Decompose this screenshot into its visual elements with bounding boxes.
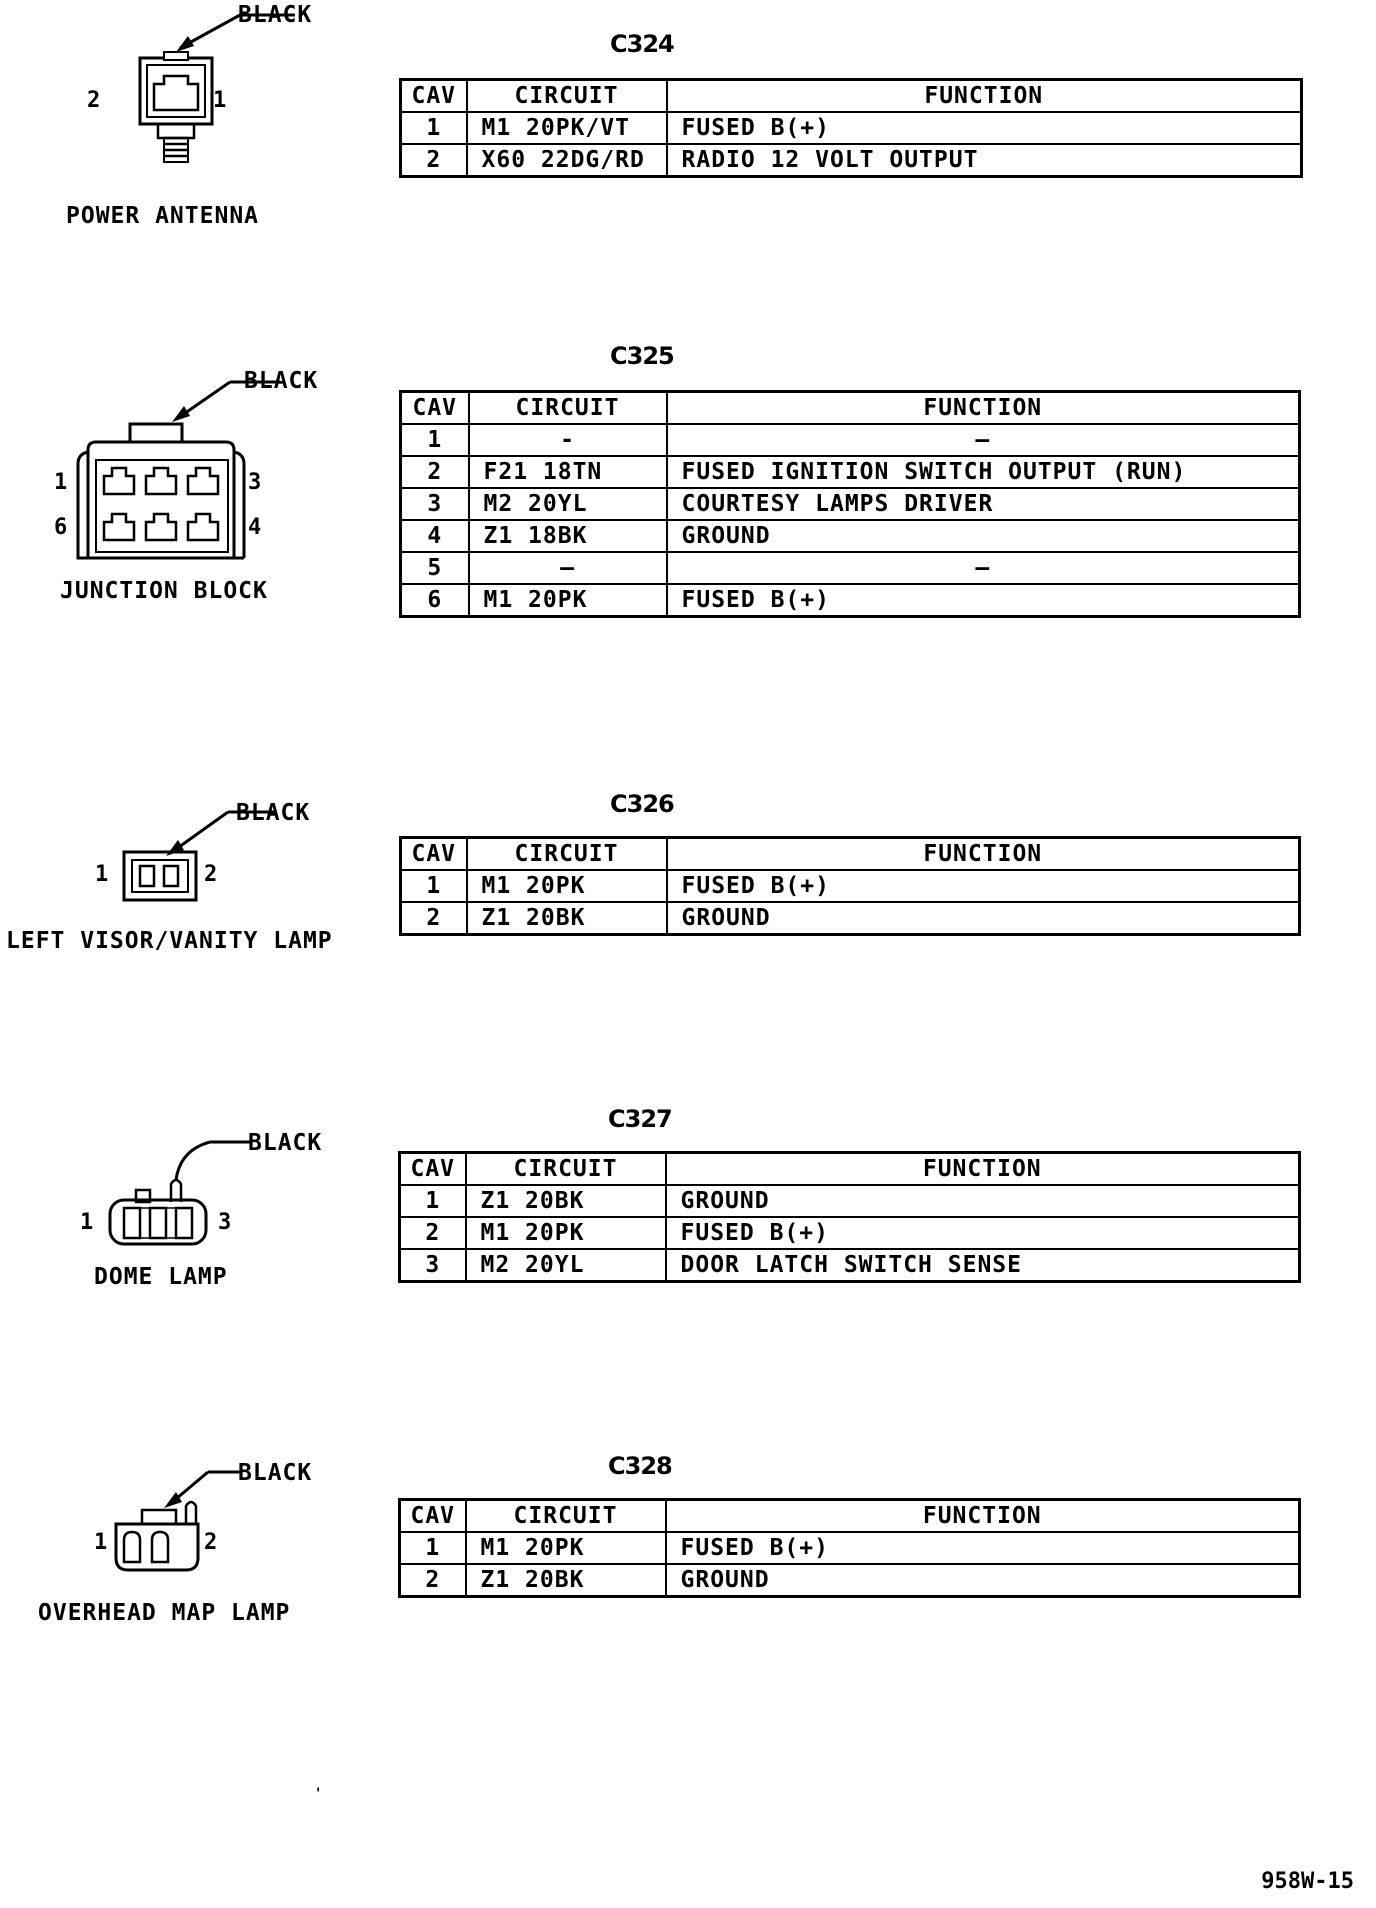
connector-id: C328 xyxy=(608,1452,672,1480)
function-cell: FUSED IGNITION SWITCH OUTPUT (RUN) xyxy=(667,456,1300,488)
cav-cell: 1 xyxy=(401,424,469,456)
table-header-row xyxy=(401,80,1302,113)
header-cav: CAV xyxy=(400,1153,466,1186)
pin-label-6: 6 xyxy=(54,515,68,540)
header-function: FUNCTION xyxy=(667,80,1302,113)
circuit-cell: X60 22DG/RD xyxy=(467,144,667,177)
component-name: LEFT VISOR/VANITY LAMP xyxy=(6,928,333,954)
function-cell: GROUND xyxy=(666,1185,1300,1217)
pin-label-left: 1 xyxy=(94,1530,108,1555)
circuit-cell: – xyxy=(469,552,667,584)
circuit-cell: Z1 20BK xyxy=(467,902,667,935)
circuit-cell: Z1 20BK xyxy=(466,1185,666,1217)
function-cell: GROUND xyxy=(666,1564,1300,1597)
cav-cell: 2 xyxy=(400,1217,466,1249)
pinout-table-c324 xyxy=(399,78,1303,178)
table-row xyxy=(401,902,1300,935)
cav-cell: 2 xyxy=(401,144,467,177)
function-cell: FUSED B(+) xyxy=(666,1532,1300,1564)
table-header-row xyxy=(401,838,1300,871)
pin-label-left: 1 xyxy=(80,1210,94,1235)
pin-label-right: 1 xyxy=(213,88,227,113)
connector-color-label: BLACK xyxy=(248,1130,323,1156)
pinout-table-c325 xyxy=(399,390,1301,618)
table-row xyxy=(401,520,1300,552)
function-cell: – xyxy=(667,424,1300,456)
cav-cell: 1 xyxy=(401,112,467,144)
header-cav: CAV xyxy=(401,392,469,425)
cav-cell: 1 xyxy=(400,1185,466,1217)
circuit-cell: F21 18TN xyxy=(469,456,667,488)
pin-label-right: 2 xyxy=(204,862,218,887)
circuit-cell: M1 20PK/VT xyxy=(467,112,667,144)
component-name: JUNCTION BLOCK xyxy=(60,578,268,604)
circuit-cell: M1 20PK xyxy=(469,584,667,617)
cav-cell: 4 xyxy=(401,520,469,552)
table-row xyxy=(401,488,1300,520)
pin-label-4: 4 xyxy=(248,515,262,540)
header-function: FUNCTION xyxy=(666,1500,1300,1533)
cav-cell: 5 xyxy=(401,552,469,584)
connector-id: C325 xyxy=(610,342,674,370)
function-cell: COURTESY LAMPS DRIVER xyxy=(667,488,1300,520)
function-cell: RADIO 12 VOLT OUTPUT xyxy=(667,144,1302,177)
table-row xyxy=(401,144,1302,177)
cav-cell: 1 xyxy=(400,1532,466,1564)
circuit-cell: M1 20PK xyxy=(466,1217,666,1249)
connector-color-label: BLACK xyxy=(238,1460,313,1486)
cav-cell: 2 xyxy=(401,456,469,488)
pinout-table-c327 xyxy=(398,1151,1301,1283)
table-header-row xyxy=(400,1500,1300,1533)
table-row xyxy=(401,112,1302,144)
table-row xyxy=(400,1532,1300,1564)
cav-cell: 2 xyxy=(401,902,467,935)
component-name: DOME LAMP xyxy=(94,1264,228,1290)
stray-mark: ' xyxy=(314,1786,323,1802)
connector-color-label: BLACK xyxy=(236,800,311,826)
header-circuit: CIRCUIT xyxy=(466,1153,666,1186)
connector-id: C327 xyxy=(608,1105,672,1133)
function-cell: GROUND xyxy=(667,520,1300,552)
function-cell: FUSED B(+) xyxy=(667,870,1300,902)
table-row xyxy=(400,1564,1300,1597)
pin-label-right: 3 xyxy=(218,1210,232,1235)
cav-cell: 2 xyxy=(400,1564,466,1597)
circuit-cell: M2 20YL xyxy=(469,488,667,520)
table-row xyxy=(400,1249,1300,1282)
cav-cell: 6 xyxy=(401,584,469,617)
circuit-cell: Z1 18BK xyxy=(469,520,667,552)
pin-label-1: 1 xyxy=(54,470,68,495)
connector-color-label: BLACK xyxy=(238,2,313,28)
header-circuit: CIRCUIT xyxy=(466,1500,666,1533)
table-row xyxy=(401,456,1300,488)
circuit-cell: M1 20PK xyxy=(467,870,667,902)
header-circuit: CIRCUIT xyxy=(469,392,667,425)
figure-code: 958W-15 xyxy=(1261,1869,1354,1894)
pin-label-left: 2 xyxy=(87,88,101,113)
component-name: POWER ANTENNA xyxy=(66,203,260,229)
circuit-cell: M2 20YL xyxy=(466,1249,666,1282)
header-function: FUNCTION xyxy=(666,1153,1300,1186)
table-row xyxy=(401,584,1300,617)
cav-cell: 3 xyxy=(400,1249,466,1282)
table-row xyxy=(401,552,1300,584)
circuit-cell: Z1 20BK xyxy=(466,1564,666,1597)
circuit-cell: - xyxy=(469,424,667,456)
component-name: OVERHEAD MAP LAMP xyxy=(38,1600,291,1626)
table-header-row xyxy=(400,1153,1300,1186)
table-header-row xyxy=(401,392,1300,425)
table-row xyxy=(400,1185,1300,1217)
function-cell: FUSED B(+) xyxy=(667,112,1302,144)
function-cell: FUSED B(+) xyxy=(666,1217,1300,1249)
table-row xyxy=(400,1217,1300,1249)
pin-label-left: 1 xyxy=(95,862,109,887)
function-cell: GROUND xyxy=(667,902,1300,935)
power-antenna-connector-icon xyxy=(80,0,320,200)
connector-id: C324 xyxy=(610,30,674,58)
header-circuit: CIRCUIT xyxy=(467,80,667,113)
circuit-cell: M1 20PK xyxy=(466,1532,666,1564)
pin-label-right: 2 xyxy=(204,1530,218,1555)
header-circuit: CIRCUIT xyxy=(467,838,667,871)
table-row xyxy=(401,424,1300,456)
function-cell: FUSED B(+) xyxy=(667,584,1300,617)
header-function: FUNCTION xyxy=(667,392,1300,425)
header-cav: CAV xyxy=(400,1500,466,1533)
connector-color-label: BLACK xyxy=(244,368,319,394)
pinout-table-c328 xyxy=(398,1498,1301,1598)
header-cav: CAV xyxy=(401,838,467,871)
function-cell: – xyxy=(667,552,1300,584)
cav-cell: 3 xyxy=(401,488,469,520)
connector-id: C326 xyxy=(610,790,674,818)
pin-label-3: 3 xyxy=(248,470,262,495)
function-cell: DOOR LATCH SWITCH SENSE xyxy=(666,1249,1300,1282)
header-function: FUNCTION xyxy=(667,838,1300,871)
table-row xyxy=(401,870,1300,902)
header-cav: CAV xyxy=(401,80,467,113)
cav-cell: 1 xyxy=(401,870,467,902)
pinout-table-c326 xyxy=(399,836,1301,936)
